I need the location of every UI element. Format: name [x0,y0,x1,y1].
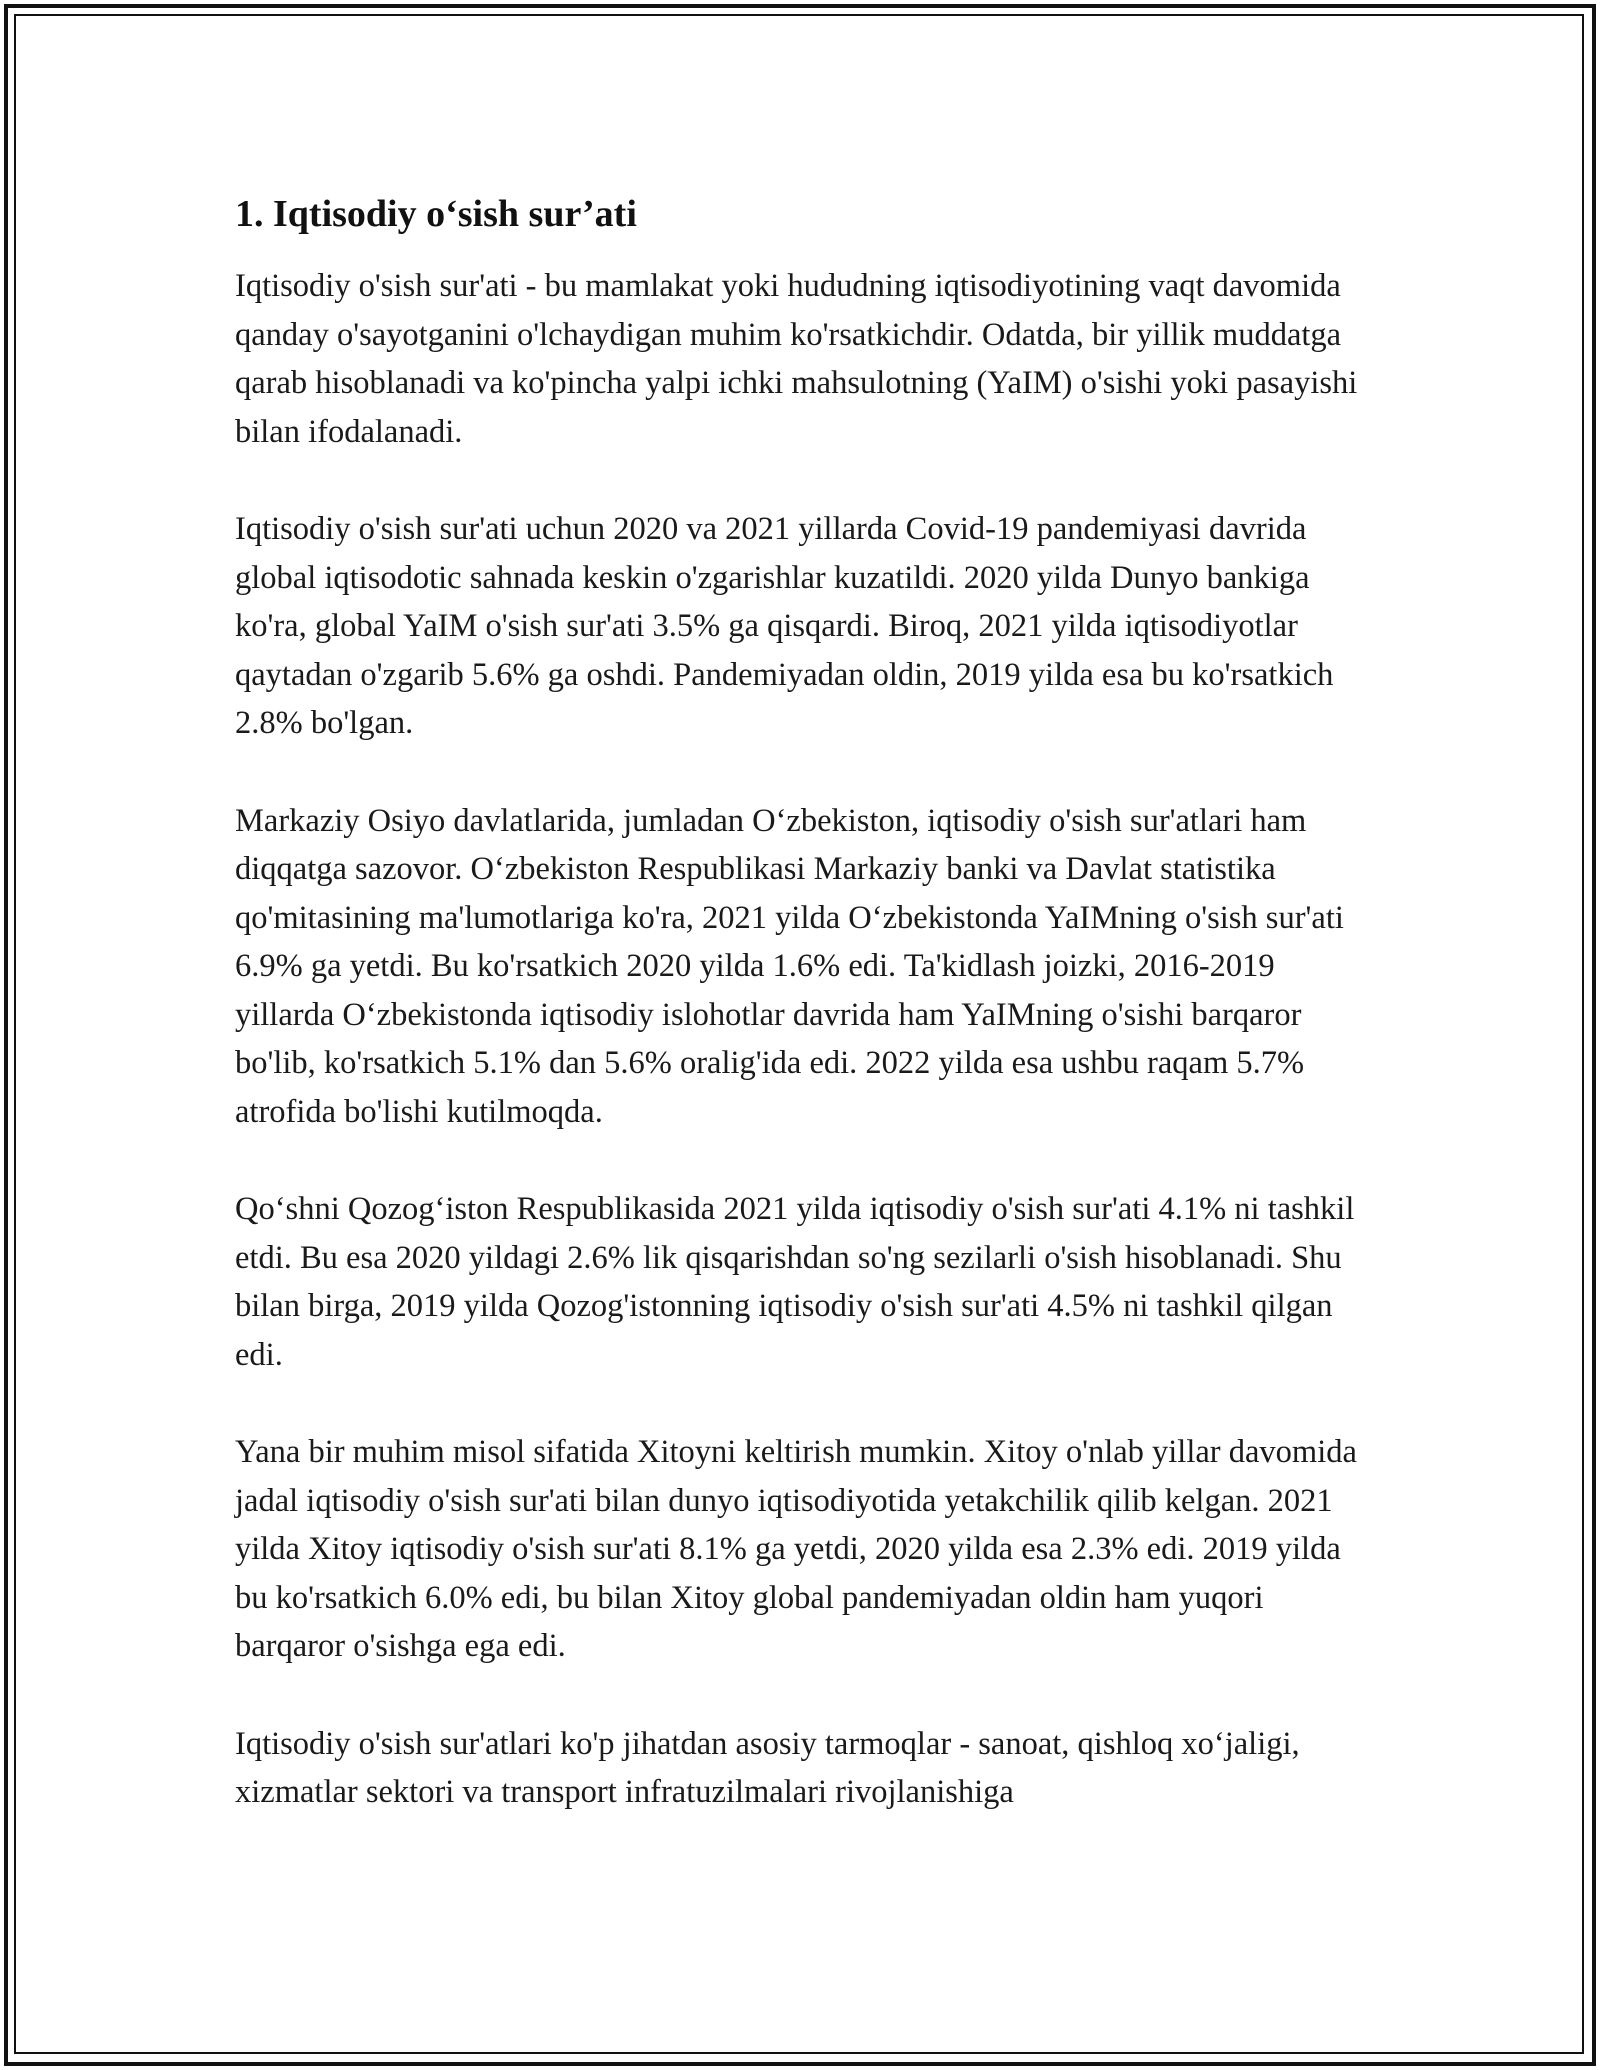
paragraph-kazakhstan: Qo‘shni Qozog‘iston Respublikasida 2021 yilda iqtisodiy o'sish sur'ati 4.1% ni tashkil etdi. Bu esa 2020 yildagi 2.6% lik qisqarishdan so'ng sezilarli o'sish hisoblanadi. Shu bilan birga, 2019 yilda Qozog'istonning iqtisodiy o'sish sur'ati 4.5% ni tashkil qilgan edi. [235,1191,1355,1373]
paragraph-china: Yana bir muhim misol sifatida Xitoyni keltirish mumkin. Xitoy o'nlab yillar davomida jadal iqtisodiy o'sish sur'ati bilan dunyo iqtisodiyotida yetakchilik qilib kelgan. 2021 yilda Xitoy iqtisodiy o'sish sur'ati 8.1% ga yetdi, 2020 yilda esa 2.3% edi. 2019 yilda bu ko'rsatkich 6.0% edi, bu bilan Xitoy global pandemiyadan oldin ham yuqori barqaror o'sishga ega edi. [235,1434,1357,1664]
paragraph-uzbekistan: Markaziy Osiyo davlatlarida, jumladan O‘zbekiston, iqtisodiy o'sish sur'atlari ham diqqatga sazovor. O‘zbekiston Respublikasi Markaziy banki va Davlat statistika qo'mitasining ma'lumotlariga ko'ra, 2021 yilda O‘zbekistonda YaIMning o'sish sur'ati 6.9% ga yetdi. Bu ko'rsatkich 2020 yilda 1.6% edi. Ta'kidlash joizki, 2016-2019 yillarda O‘zbekistonda iqtisodiy islohotlar davrida ham YaIMning o'sishi barqaror bo'lib, ko'rsatkich 5.1% dan 5.6% oralig'ida edi. 2022 yilda esa ushbu raqam 5.7% atrofida bo'lishi kutilmoqda. [235,802,1344,1130]
document-body [235,186,1375,1866]
paragraph-definition: Iqtisodiy o'sish sur'ati - bu mamlakat yoki hududning iqtisodiyotining vaqt davomida qanday o'sayotganini o'lchaydigan muhim ko'rsatkichdir. Odatda, bir yillik muddatga qarab hisoblanadi va ko'pincha yalpi ichki mahsulotning (YaIM) o'sishi yoki pasayishi bilan ifodalanadi. [235,268,1358,450]
paragraph-sectors: Iqtisodiy o'sish sur'atlari ko'p jihatdan asosiy tarmoqlar - sanoat, qishloq xo‘jaligi, xizmatlar sektori va transport infratuzilmalari rivojlanishiga [235,1725,1300,1810]
section-heading: 1. Iqtisodiy o‘sish sur’ati [235,193,637,235]
paragraph-global-growth: Iqtisodiy o'sish sur'ati uchun 2020 va 2021 yillarda Covid-19 pandemiyasi davrida global iqtisodotic sahnada keskin o'zgarishlar kuzatildi. 2020 yilda Dunyo bankiga ko'ra, global YaIM o'sish sur'ati 3.5% ga qisqardi. Biroq, 2021 yilda iqtisodiyotlar qaytadan o'zgarib 5.6% ga oshdi. Pandemiyadan oldin, 2019 yilda esa bu ko'rsatkich 2.8% bo'lgan. [235,511,1334,741]
